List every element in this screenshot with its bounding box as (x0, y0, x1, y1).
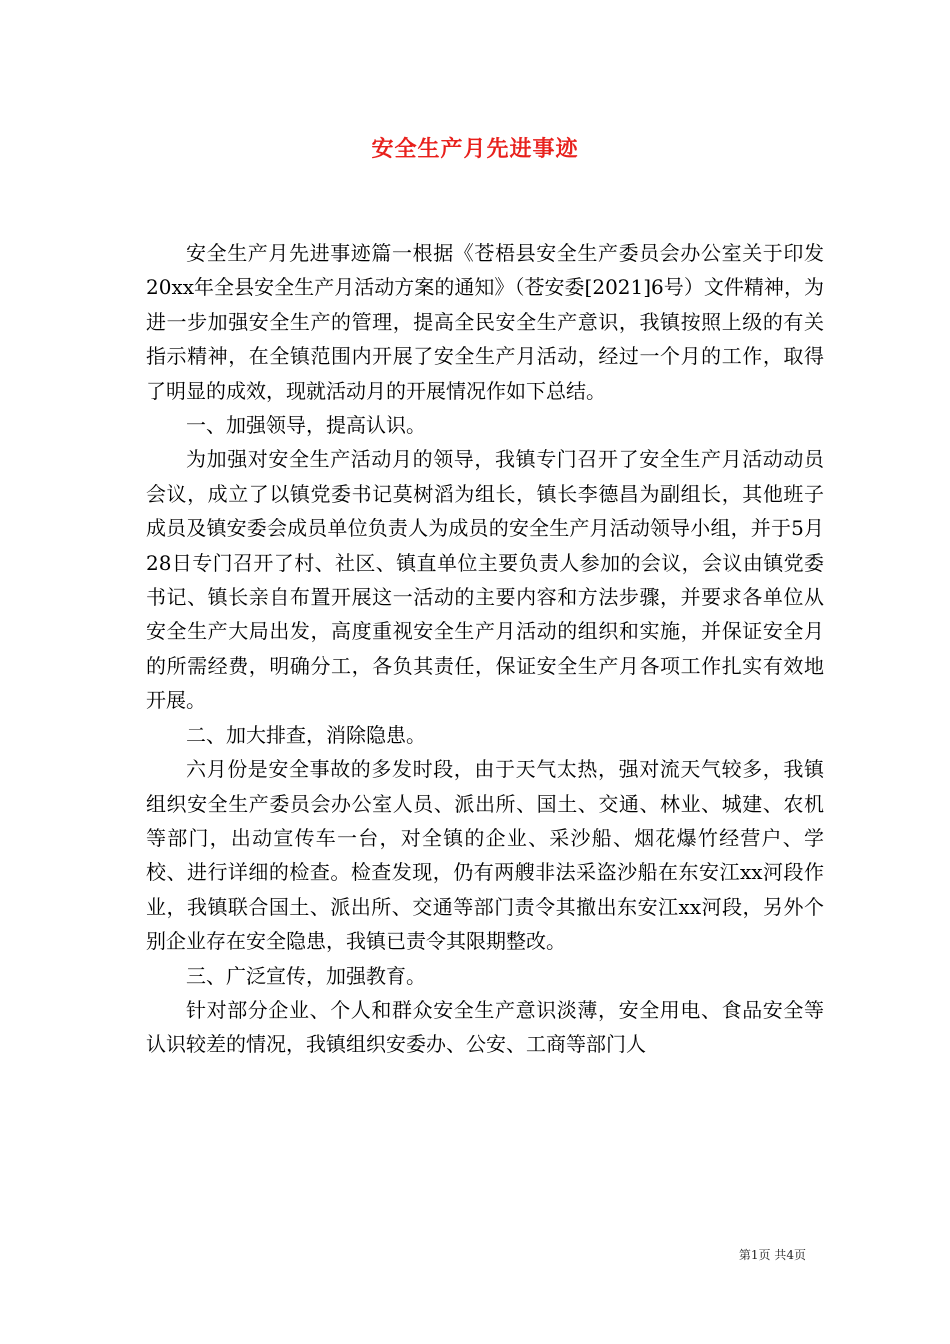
page-title: 安全生产月先进事迹 (371, 136, 579, 162)
document-body (146, 236, 824, 1062)
paragraph-section-2: 六月份是安全事故的多发时段，由于天气太热，强对流天气较多，我镇组织安全生产委员会办公室人员、派出所、国土、交通、林业、城建、农机等部门，出动宣传车一台，对全镇的企业、采沙船、烟花爆竹经营户、学校、进行详细的检查。检查发现，仍有两艘非法采盗沙船在东安江xx河段作业，我镇联合国土、派出所、交通等部门责令其撤出东安江xx河段，另外个别企业存在安全隐患，我镇已责令其限期整改。 (146, 757, 824, 954)
paragraph-section-1: 为加强对安全生产活动月的领导，我镇专门召开了安全生产月活动动员会议，成立了以镇党委书记莫树滔为组长，镇长李德昌为副组长，其他班子成员及镇安委会成员单位负责人为成员的安全生产月活动领导小组，并于5月28日专门召开了村、社区、镇直单位主要负责人参加的会议，会议由镇党委书记、镇长亲自布置开展这一活动的主要内容和方法步骤，并要求各单位从安全生产大局出发，高度重视安全生产月活动的组织和实施，并保证安全月的所需经费，明确分工，各负其责任，保证安全生产月各项工作扎实有效地开展。 (146, 447, 824, 713)
section-heading-3: 三、广泛宣传，加强教育。 (186, 963, 426, 988)
paragraph-intro: 安全生产月先进事迹篇一根据《苍梧县安全生产委员会办公室关于印发20xx年全县安全生产月活动方案的通知》（苍安委[2021]6号）文件精神，为进一步加强安全生产的管理，提高全民安全生产意识，我镇按照上级的有关指示精神，在全镇范围内开展了安全生产月活动，经过一个月的工作，取得了明显的成效，现就活动月的开展情况作如下总结。 (146, 241, 824, 403)
page-number-footer: 第1页 共4页 (738, 1248, 806, 1262)
section-heading-1: 一、加强领导，提高认识。 (186, 413, 426, 438)
section-heading-2: 二、加大排查，消除隐患。 (186, 722, 426, 747)
paragraph-section-3: 针对部分企业、个人和群众安全生产意识淡薄，安全用电、食品安全等认识较差的情况，我镇组织安委办、公安、工商等部门人 (146, 997, 824, 1057)
